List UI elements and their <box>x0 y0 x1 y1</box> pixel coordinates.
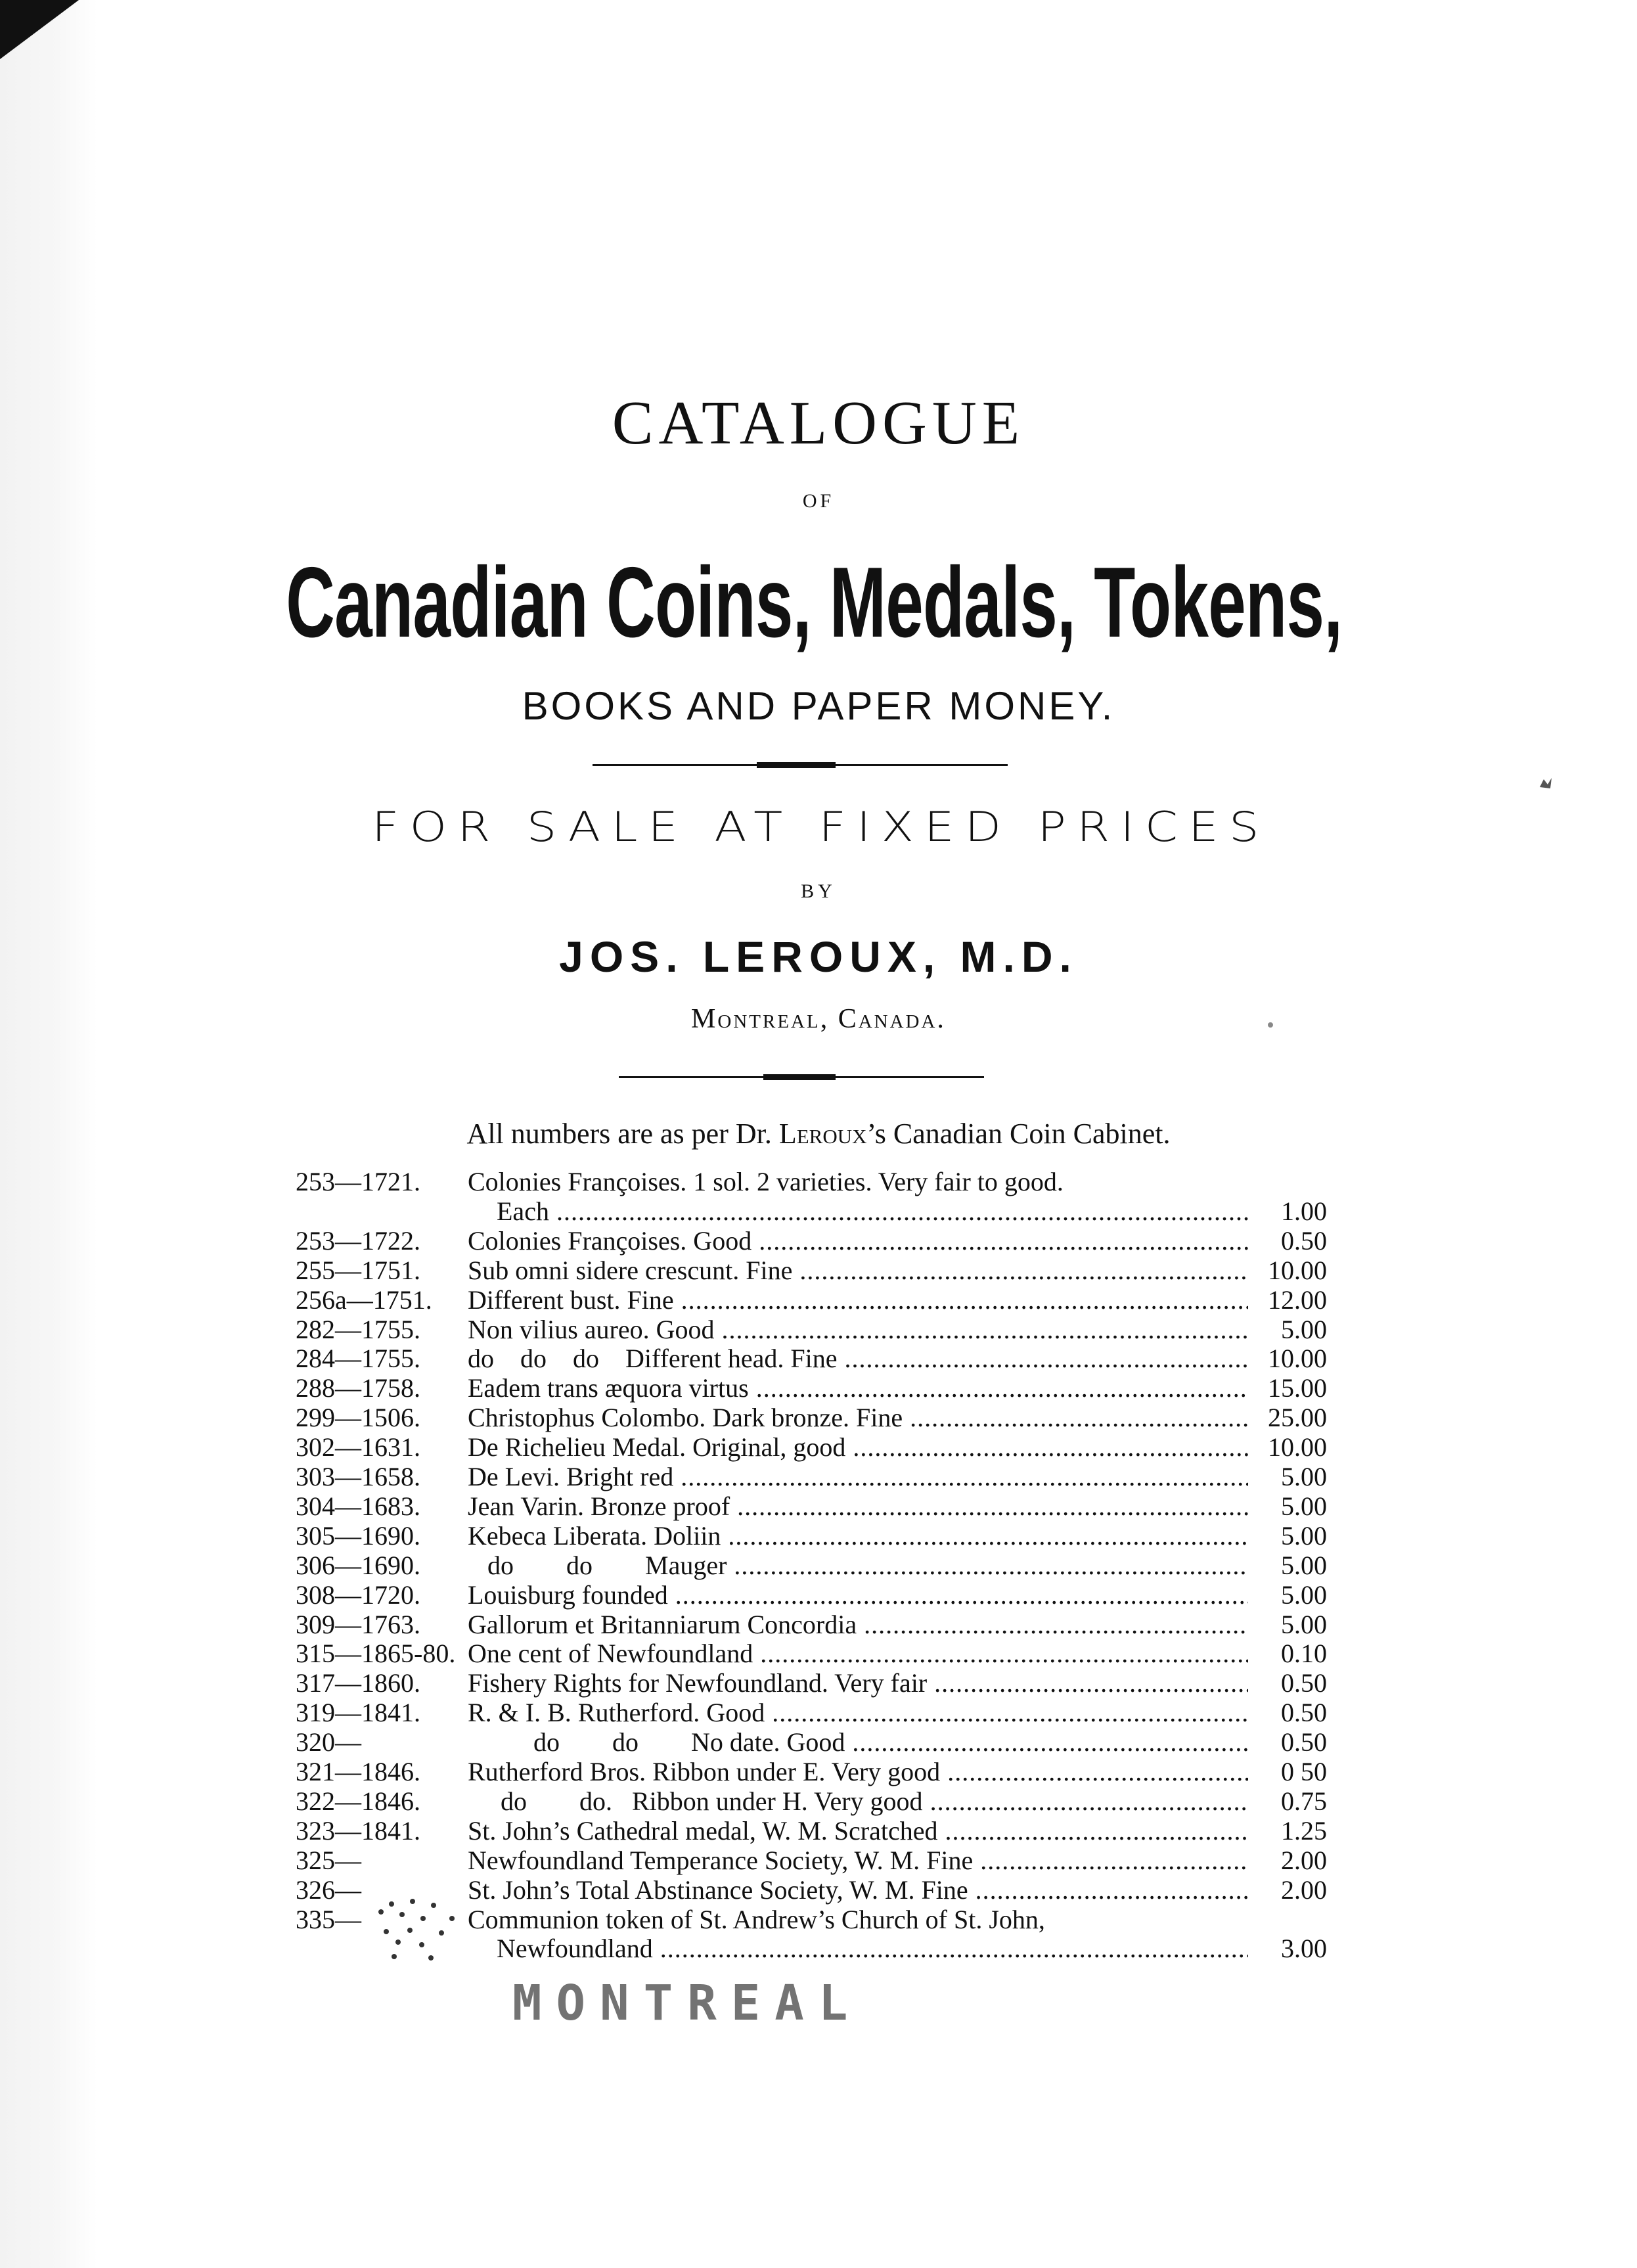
item-number: 323—1841. <box>296 1816 420 1846</box>
item-number: 317—1860. <box>296 1668 420 1698</box>
item-description: One cent of Newfoundland ..... <box>468 1639 1248 1669</box>
main-heading: Canadian Coins, Medals, Tokens, <box>286 547 1343 658</box>
catalogue-row <box>0 1432 1637 1463</box>
sub-heading: BOOKS AND PAPER MONEY. <box>522 684 1115 728</box>
item-price: 0 50 <box>1281 1757 1327 1786</box>
item-number: 253—1721. <box>296 1167 420 1196</box>
item-description: St. John’s Cathedral medal, W. M. Scratched ..... <box>468 1816 1248 1846</box>
divider-rule-2-center <box>763 1074 836 1080</box>
catalogue-row <box>0 1373 1637 1403</box>
item-description: do do. Ribbon under H. Very good ..... <box>468 1786 1248 1817</box>
catalogue-row <box>0 1727 1637 1758</box>
item-description: R. & I. B. Rutherford. Good ..... <box>468 1698 1248 1728</box>
divider-rule-1-right <box>836 764 1008 766</box>
item-description: Non vilius aureo. Good ..... <box>468 1315 1248 1345</box>
item-price: 0.75 <box>1281 1786 1327 1816</box>
item-price: 1.25 <box>1281 1816 1327 1846</box>
item-number: 284—1755. <box>296 1344 420 1373</box>
catalogue-row <box>0 1315 1637 1345</box>
item-number: 303—1658. <box>296 1462 420 1491</box>
catalogue-row <box>0 1905 1637 1935</box>
catalogue-row <box>0 1846 1637 1876</box>
item-number: 320— <box>296 1727 361 1757</box>
item-description: Gallorum et Britanniarum Concordia ..... <box>468 1610 1248 1640</box>
divider-rule-2-right <box>836 1076 984 1078</box>
catalogue-row <box>0 1668 1637 1698</box>
item-description: Christophus Colombo. Dark bronze. Fine ..... <box>468 1403 1248 1433</box>
item-number: 315—1865-80. <box>296 1639 456 1668</box>
catalogue-row <box>0 1757 1637 1787</box>
item-description: Sub omni sidere crescunt. Fine ..... <box>468 1256 1248 1286</box>
item-description: Each ..... <box>497 1196 1248 1227</box>
item-number: 253—1722. <box>296 1226 420 1256</box>
item-description: Jean Varin. Bronze proof ..... <box>468 1491 1248 1522</box>
item-price: 0.50 <box>1281 1727 1327 1757</box>
item-description: Different bust. Fine ..... <box>468 1285 1248 1315</box>
note-text-before: All numbers are as per Dr. <box>466 1118 779 1150</box>
item-price: 1.00 <box>1281 1196 1327 1226</box>
item-number: 299—1506. <box>296 1403 420 1432</box>
author-name: JOS. LEROUX, M.D. <box>559 932 1078 981</box>
scan-speck-icon <box>1537 775 1554 792</box>
item-number: 282—1755. <box>296 1315 420 1344</box>
catalogue-row <box>0 1934 1637 1964</box>
catalogue-row <box>0 1462 1637 1492</box>
catalogue-title: CATALOGUE <box>612 389 1025 457</box>
item-description: Fishery Rights for Newfoundland. Very fair ..... <box>468 1668 1248 1698</box>
item-number: 309—1763. <box>296 1610 420 1639</box>
item-price: 12.00 <box>1268 1285 1327 1315</box>
author-location: Montreal, Canada. <box>691 1004 946 1034</box>
catalogue-row <box>0 1875 1637 1905</box>
of-label: OF <box>802 490 835 512</box>
item-description: Newfoundland Temperance Society, W. M. Fine ..... <box>468 1846 1248 1876</box>
item-number: 326— <box>296 1875 361 1905</box>
item-number: 255—1751. <box>296 1256 420 1285</box>
catalogue-row <box>0 1580 1637 1610</box>
catalogue-row <box>0 1344 1637 1374</box>
catalogue-row <box>0 1786 1637 1817</box>
item-description: Colonies Françoises. Good ..... <box>468 1226 1248 1256</box>
item-number: 256a—1751. <box>296 1285 432 1315</box>
catalogue-row <box>0 1521 1637 1551</box>
item-description: do do do Different head. Fine ..... <box>468 1344 1248 1374</box>
catalogue-row <box>0 1196 1637 1227</box>
item-description: Communion token of St. Andrew’s Church of St. John, <box>468 1905 1045 1934</box>
catalogue-note <box>0 1117 1637 1150</box>
perforation-stamp: MONTREAL <box>512 1975 863 2031</box>
item-price: 10.00 <box>1268 1256 1327 1285</box>
catalogue-row <box>0 1639 1637 1669</box>
note-text-after: ’s Canadian Coin Cabinet. <box>866 1118 1171 1150</box>
item-number: 288—1758. <box>296 1373 420 1403</box>
item-number: 305—1690. <box>296 1521 420 1551</box>
item-description: Kebeca Liberata. Doliin ..... <box>468 1521 1248 1551</box>
item-description: Louisburg founded ..... <box>468 1580 1248 1610</box>
item-price: 2.00 <box>1281 1846 1327 1875</box>
item-price: 15.00 <box>1268 1373 1327 1403</box>
divider-rule-1-left <box>593 764 757 766</box>
divider-rule-2-left <box>619 1076 763 1078</box>
catalogue-row <box>0 1816 1637 1846</box>
item-price: 5.00 <box>1281 1491 1327 1521</box>
item-price: 3.00 <box>1281 1934 1327 1963</box>
item-price: 0.50 <box>1281 1226 1327 1256</box>
item-number: 335— <box>296 1905 361 1934</box>
item-price: 5.00 <box>1281 1462 1327 1491</box>
item-number: 302—1631. <box>296 1432 420 1462</box>
catalogue-row <box>0 1285 1637 1315</box>
item-number: 308—1720. <box>296 1580 420 1610</box>
item-description: Rutherford Bros. Ribbon under E. Very good ..... <box>468 1757 1248 1787</box>
catalogue-row <box>0 1403 1637 1433</box>
item-number: 321—1846. <box>296 1757 420 1786</box>
catalogue-row <box>0 1167 1637 1197</box>
item-price: 10.00 <box>1268 1344 1327 1373</box>
catalogue-row <box>0 1551 1637 1581</box>
item-price: 5.00 <box>1281 1551 1327 1580</box>
item-number: 319—1841. <box>296 1698 420 1727</box>
catalogue-row <box>0 1226 1637 1256</box>
item-number: 322—1846. <box>296 1786 420 1816</box>
item-description: De Levi. Bright red ..... <box>468 1462 1248 1492</box>
item-price: 5.00 <box>1281 1315 1327 1344</box>
item-description: Colonies Françoises. 1 sol. 2 varieties. Very fair to good. <box>468 1167 1064 1196</box>
catalogue-row <box>0 1491 1637 1522</box>
item-description: do do No date. Good ..... <box>468 1727 1248 1758</box>
note-name: Leroux <box>778 1118 867 1150</box>
item-description: do do Mauger ..... <box>468 1551 1248 1581</box>
catalogue-row <box>0 1256 1637 1286</box>
item-price: 25.00 <box>1268 1403 1327 1432</box>
by-label: BY <box>801 880 836 902</box>
item-description: Newfoundland ..... <box>497 1934 1248 1964</box>
item-number: 325— <box>296 1846 361 1875</box>
catalogue-row <box>0 1610 1637 1640</box>
item-price: 2.00 <box>1281 1875 1327 1905</box>
item-number: 304—1683. <box>296 1491 420 1521</box>
corner-mark <box>0 0 79 59</box>
item-description: Eadem trans æquora virtus ..... <box>468 1373 1248 1403</box>
item-description: De Richelieu Medal. Original, good ..... <box>468 1432 1248 1463</box>
item-price: 0.10 <box>1281 1639 1327 1668</box>
item-number: 306—1690. <box>296 1551 420 1580</box>
item-description: St. John’s Total Abstinance Society, W. M. Fine ..... <box>468 1875 1248 1905</box>
item-price: 10.00 <box>1268 1432 1327 1462</box>
item-price: 5.00 <box>1281 1521 1327 1551</box>
perforation-dots-icon <box>368 1892 466 1964</box>
catalogue-row <box>0 1698 1637 1728</box>
item-price: 0.50 <box>1281 1668 1327 1698</box>
sale-line: FOR SALE AT FIXED PRICES <box>371 803 1270 851</box>
divider-rule-1-center <box>757 762 836 768</box>
item-price: 5.00 <box>1281 1610 1327 1639</box>
item-price: 0.50 <box>1281 1698 1327 1727</box>
item-price: 5.00 <box>1281 1580 1327 1610</box>
